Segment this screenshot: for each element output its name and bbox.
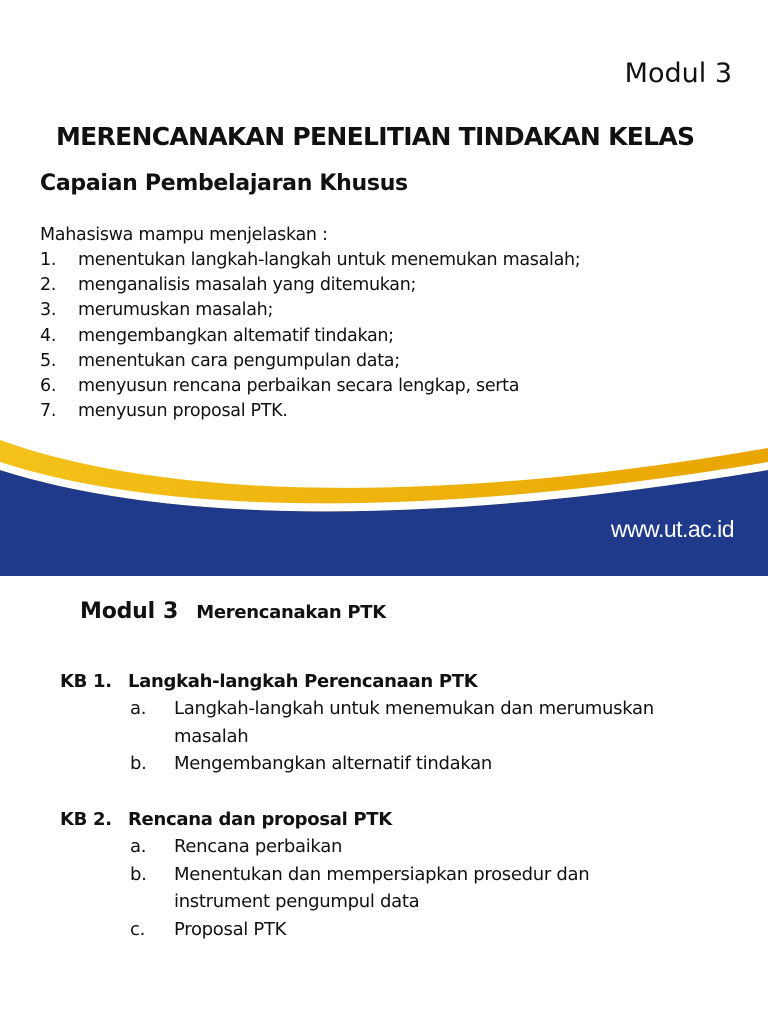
item-text: Rencana perbaikan bbox=[174, 836, 343, 857]
list-item bbox=[40, 298, 580, 323]
list-item bbox=[40, 324, 580, 349]
page-title: MERENCANAKAN PENELITIAN TINDAKAN KELAS bbox=[56, 122, 695, 151]
item-text: Proposal PTK bbox=[174, 918, 287, 940]
website-url: www.ut.ac.id bbox=[610, 516, 734, 542]
list-item bbox=[40, 399, 580, 424]
item-text: menyusun proposal PTK. bbox=[78, 401, 288, 422]
section-subtitle: Capaian Pembelajaran Khusus bbox=[40, 171, 408, 196]
kb2-items bbox=[60, 833, 750, 943]
kb2-heading bbox=[60, 806, 750, 833]
item-letter: b. bbox=[130, 753, 147, 774]
item-letter: a. bbox=[130, 698, 147, 719]
kb2-label: KB 2. bbox=[60, 809, 112, 830]
module-word: Modul bbox=[80, 599, 155, 624]
item-letter: b. bbox=[130, 863, 147, 885]
modul-label: Modul 3 bbox=[624, 58, 732, 89]
item-text: merumuskan masalah; bbox=[78, 300, 274, 321]
item-text: menentukan cara pengumpulan data; bbox=[78, 350, 400, 371]
item-text: Mengembangkan alternatif tindakan bbox=[174, 753, 492, 774]
module-number: 3 bbox=[162, 599, 179, 624]
objectives-list bbox=[40, 248, 580, 424]
kb1-title: Langkah-langkah Perencanaan PTK bbox=[128, 671, 478, 692]
list-item bbox=[60, 695, 750, 750]
module-subtitle: Merencanakan PTK bbox=[196, 602, 386, 623]
list-item bbox=[60, 750, 750, 778]
item-number: 7. bbox=[40, 401, 57, 422]
list-item bbox=[60, 833, 750, 861]
list-item bbox=[60, 861, 750, 916]
slide-2 bbox=[0, 576, 768, 1024]
list-item bbox=[60, 916, 750, 944]
item-number: 3. bbox=[40, 300, 57, 321]
list-item bbox=[40, 374, 580, 399]
item-text: menyusun rencana perbaikan secara lengkap, serta bbox=[78, 375, 520, 396]
kb1-label: KB 1. bbox=[60, 671, 112, 692]
kb1-section bbox=[60, 668, 750, 778]
intro-text: Mahasiswa mampu menjelaskan : bbox=[40, 225, 328, 245]
kb1-heading bbox=[60, 668, 750, 695]
item-text: mengembangkan altematif tindakan; bbox=[78, 325, 394, 346]
item-text: Menentukan dan mempersiapkan prosedur dan instrument pengumpul data bbox=[174, 863, 590, 912]
item-letter: c. bbox=[130, 918, 146, 940]
item-number: 5. bbox=[40, 350, 57, 371]
item-text: menentukan langkah-langkah untuk menemukan masalah; bbox=[78, 250, 581, 270]
list-item bbox=[40, 349, 580, 374]
module-heading bbox=[80, 599, 386, 624]
kb2-section bbox=[60, 806, 750, 943]
list-item bbox=[40, 248, 580, 273]
item-number: 6. bbox=[40, 375, 57, 396]
item-letter: a. bbox=[130, 836, 147, 857]
item-number: 4. bbox=[40, 325, 57, 346]
item-number: 2. bbox=[40, 275, 57, 296]
item-number: 1. bbox=[40, 250, 57, 270]
list-item bbox=[40, 273, 580, 298]
item-text: Langkah-langkah untuk menemukan dan merumuskan masalah bbox=[174, 698, 654, 747]
kb1-items bbox=[60, 695, 750, 778]
item-text: menganalisis masalah yang ditemukan; bbox=[78, 275, 417, 296]
kb2-title: Rencana dan proposal PTK bbox=[128, 809, 392, 830]
